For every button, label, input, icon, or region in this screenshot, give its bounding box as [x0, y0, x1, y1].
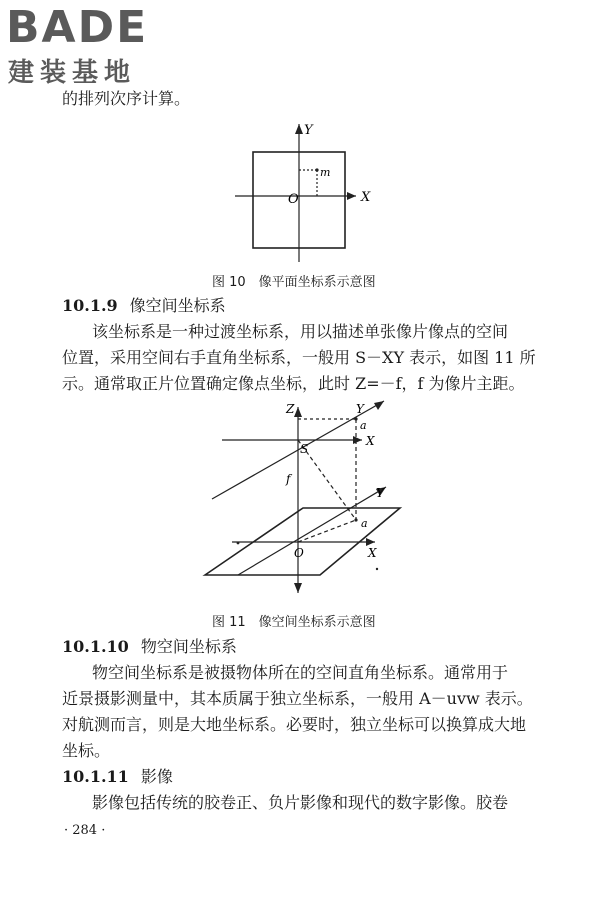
paragraph-line: 该坐标系是一种过渡坐标系，用以描述单张像片像点的空间 — [92, 322, 509, 341]
lower-y-axis — [238, 487, 386, 575]
figure-11-caption: 图 11 像空间坐标系示意图 — [212, 615, 376, 630]
point-a-lower — [354, 518, 357, 521]
fig10-origin-label: O — [288, 192, 299, 207]
paragraph-line: 坐标。 — [62, 741, 111, 760]
logo-wordmark: BADE — [6, 2, 149, 53]
fig11-s-label: S — [300, 442, 309, 456]
logo-subtitle: 建装基地 — [8, 58, 137, 88]
paragraph-line: 位置，采用空间右手直角坐标系，一般用 S－XY 表示，如图 11 所 — [62, 348, 536, 367]
upper-y-arrow — [374, 401, 384, 410]
paragraph-line: 近景摄影测量中，其本质属于独立坐标系，一般用 A－uvw 表示。 — [62, 689, 533, 708]
section-title: 物空间坐标系 — [140, 637, 237, 656]
fig11-o-label: O — [294, 546, 304, 560]
section-heading-10-1-10 — [62, 636, 237, 658]
fig11-y-top-label: Y — [356, 402, 364, 416]
fig11-z-label: Z — [286, 402, 295, 416]
fig11-a-bottom-label: a — [361, 517, 368, 530]
fig11-f-label: f — [286, 472, 291, 486]
fig10-point-label: m — [320, 166, 331, 179]
section-number: 10.1.11 — [62, 767, 129, 786]
section-title: 像空间坐标系 — [129, 296, 226, 315]
page-number: · 284 · — [64, 823, 106, 838]
figure-10-caption: 图 10 像平面坐标系示意图 — [212, 275, 376, 290]
upper-x-arrow — [353, 436, 362, 444]
paragraph-line: 物空间坐标系是被摄物体所在的空间直角坐标系。通常用于 — [92, 663, 509, 682]
fig10-x-label: X — [361, 190, 371, 205]
z-axis-arrow — [294, 407, 302, 417]
plane-dot-right — [376, 568, 378, 570]
fig11-x-bottom-label: X — [368, 546, 377, 560]
y-axis-arrow — [295, 124, 303, 134]
fig11-x-top-label: X — [366, 434, 375, 448]
paragraph-line: 影像包括传统的胶卷正、负片影像和现代的数字影像。胶卷 — [92, 793, 509, 812]
fig11-a-top-label: a — [360, 419, 367, 432]
section-number: 10.1.9 — [62, 296, 118, 315]
x-axis-arrow — [347, 192, 356, 200]
figure-10-diagram — [0, 110, 600, 270]
plane-dot — [237, 542, 240, 545]
paragraph-fragment: 的排列次序计算。 — [62, 89, 191, 108]
section-heading-10-1-11 — [62, 766, 173, 788]
figure-11-diagram — [0, 395, 600, 605]
z-axis-down-arrow — [294, 583, 302, 593]
point-m — [315, 168, 318, 171]
lower-a-projection — [298, 520, 356, 542]
fig10-y-label: Y — [304, 123, 313, 138]
lower-x-arrow — [366, 538, 375, 546]
paragraph-line: 对航测而言，则是大地坐标系。必要时，独立坐标可以换算成大地 — [62, 715, 527, 734]
point-a-upper — [354, 417, 357, 420]
section-number: 10.1.10 — [62, 637, 129, 656]
paragraph-line: 示。通常取正片位置确定像点坐标，此时 Z=－f，f 为像片主距。 — [62, 374, 525, 393]
section-heading-10-1-9 — [62, 295, 226, 317]
section-title: 影像 — [140, 767, 173, 786]
fig11-y-bottom-label: Y — [376, 486, 384, 500]
